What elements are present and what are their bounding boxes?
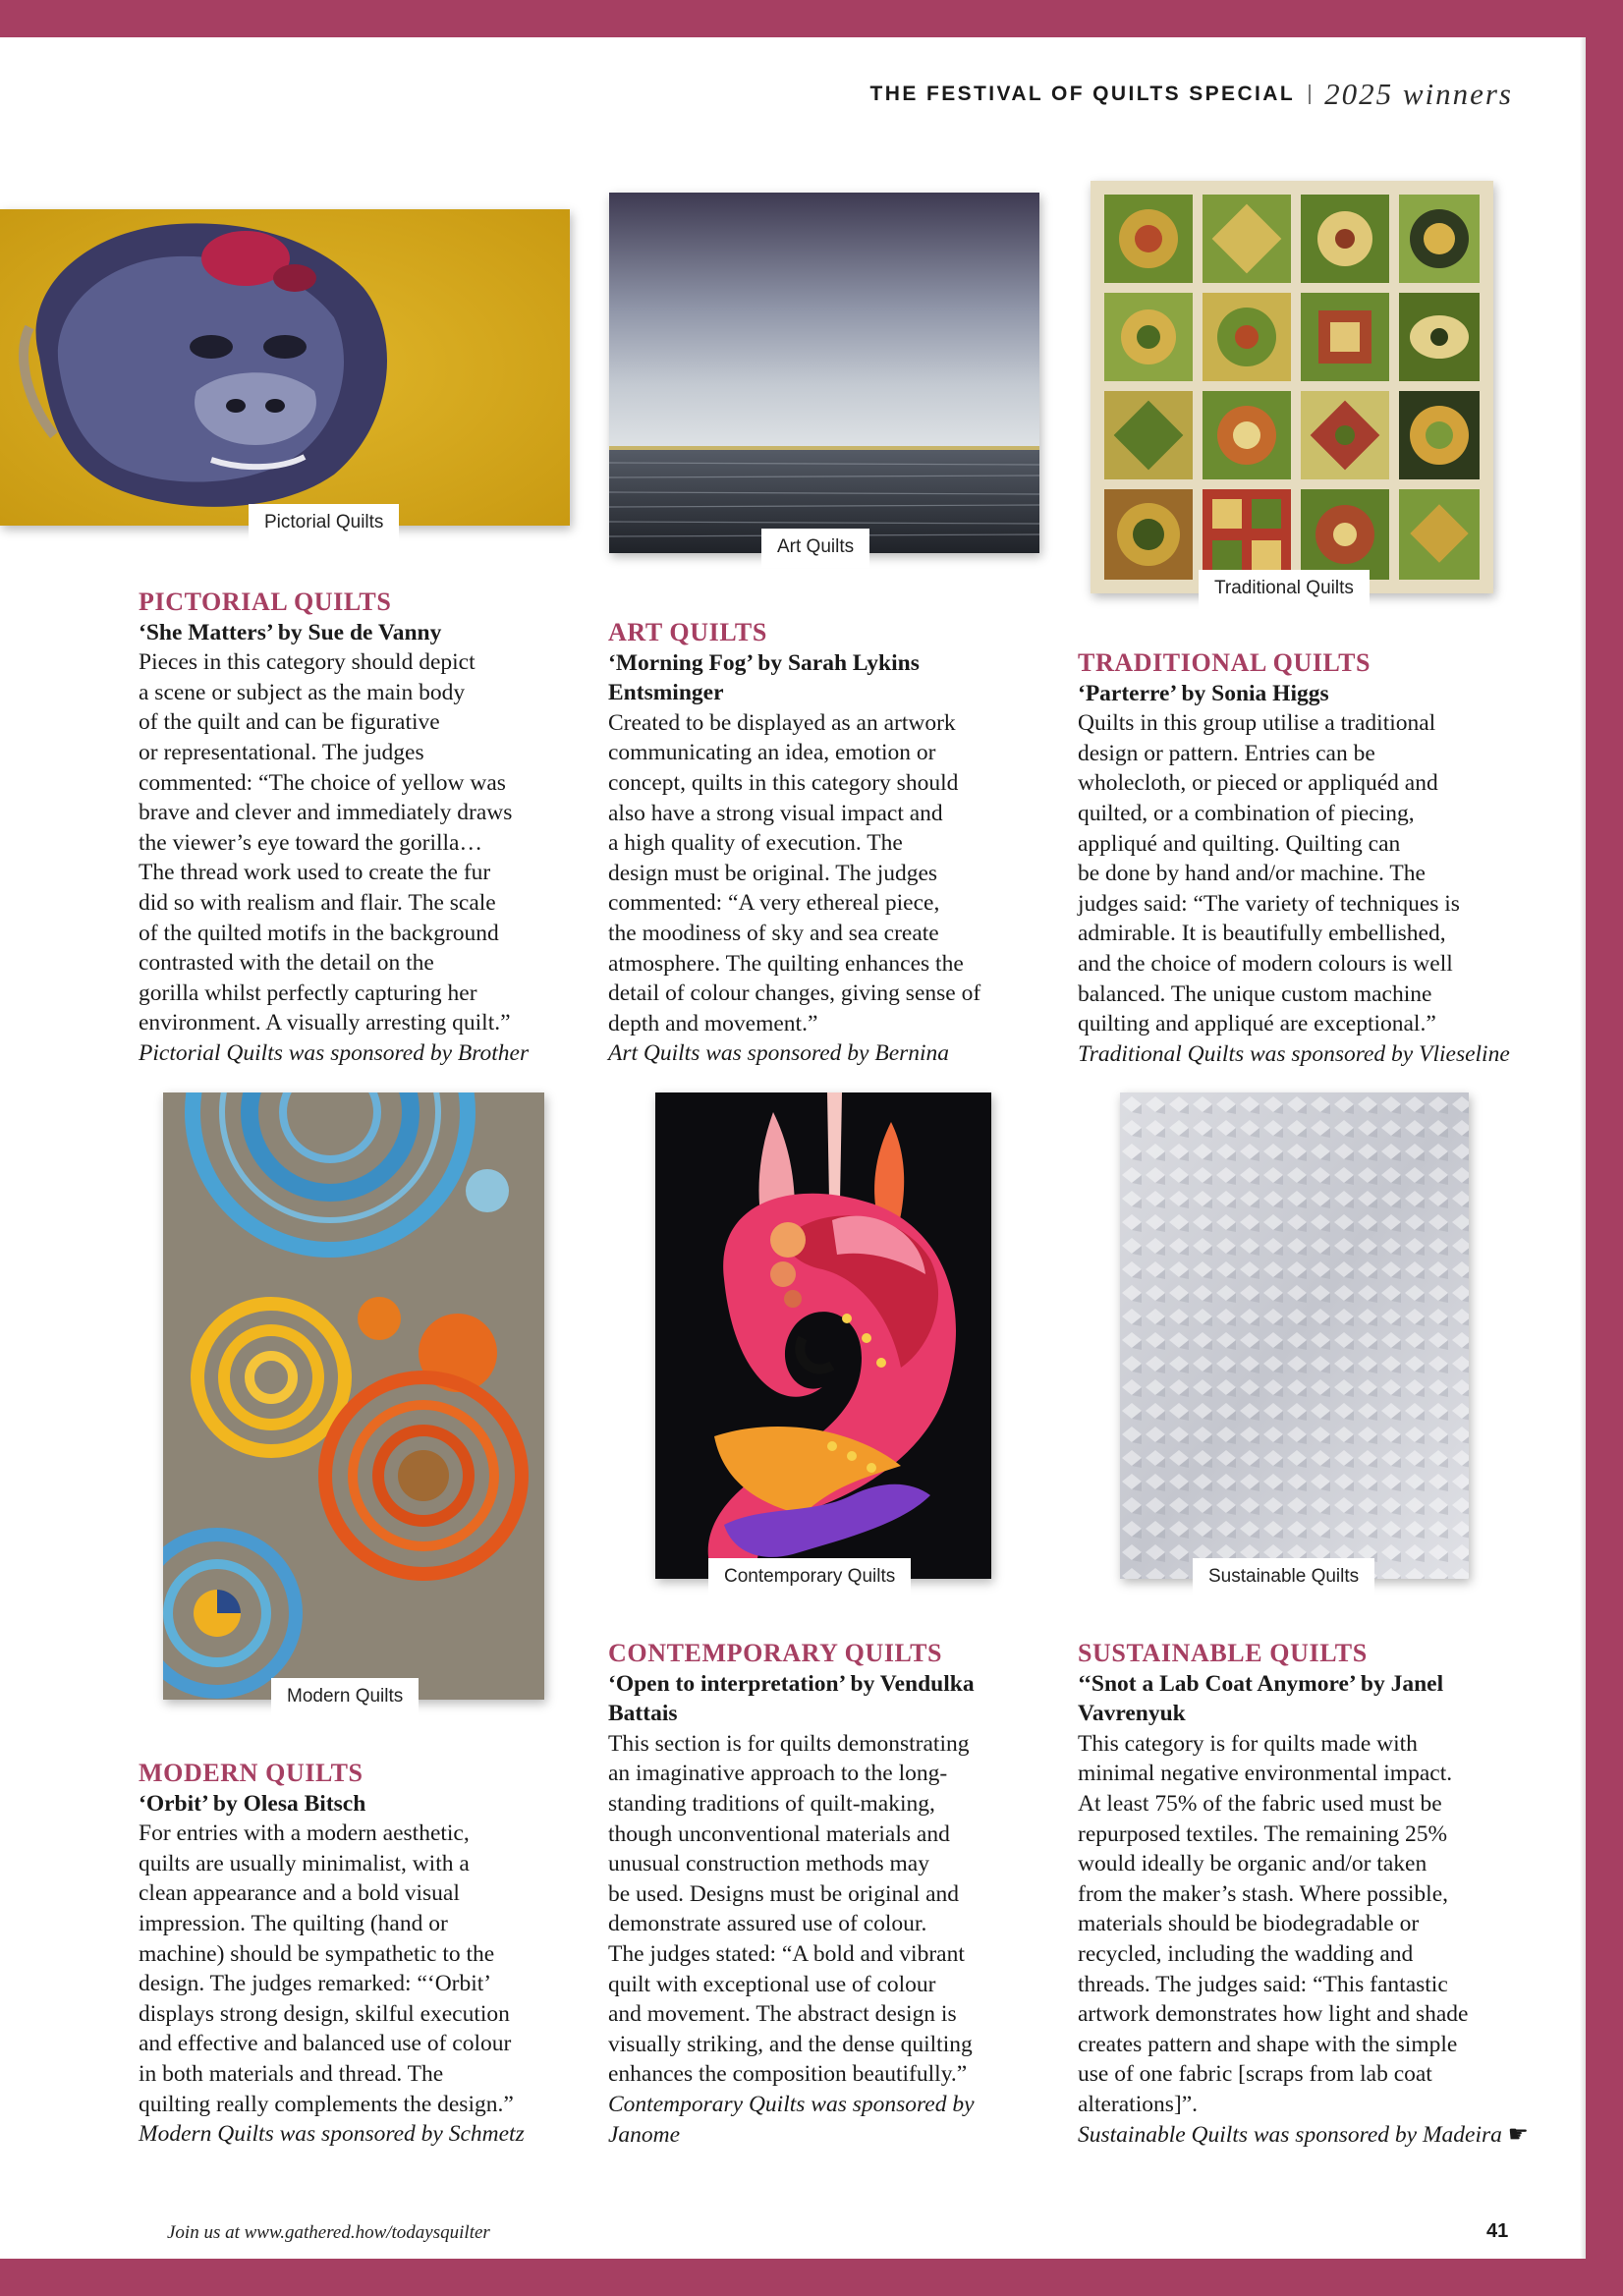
quilt-title: [139, 618, 590, 648]
body-line: of the quilt and can be figurative: [139, 709, 440, 736]
body-line: appliqué and quilting. Quilting can: [1078, 830, 1401, 857]
article-pictorial: [139, 588, 590, 1069]
body-line: artwork demonstrates how light and shade: [1078, 2001, 1469, 2028]
body-line: For entries with a modern aesthetic,: [139, 1820, 470, 1847]
body-line: Quilts in this group utilise a traditional: [1078, 710, 1436, 737]
body-line: quilts are usually minimalist, with a: [139, 1850, 470, 1876]
body-line: machine) should be sympathetic to the: [139, 1940, 495, 1967]
quilt-title: [608, 648, 1060, 708]
body-line: and movement. The abstract design is: [608, 2001, 957, 2028]
body-line: commented: “The choice of yellow was: [139, 769, 506, 796]
body-line: environment. A visually arresting quilt.”: [139, 1010, 511, 1036]
photo-sustainable-quilt: [1120, 1092, 1469, 1579]
quilt-title: [139, 1789, 590, 1820]
body-line: a scene or subject as the main body: [139, 679, 466, 705]
body-line: the moodiness of sky and sea create: [608, 920, 939, 946]
page-frame-right: [1586, 0, 1623, 2296]
body-line: of the quilted motifs in the background: [139, 920, 499, 946]
body-line: recycled, including the wadding and: [1078, 1940, 1414, 1967]
body-line: demonstrate assured use of colour.: [608, 1911, 927, 1937]
title-line: ‘‘Snot a Lab Coat Anymore’ by Janel: [1078, 1670, 1444, 1697]
title-line: ‘She Matters’ by Sue de Vanny: [139, 619, 442, 645]
sponsor-line: Traditional Quilts was sponsored by Vlieseline: [1078, 1040, 1510, 1067]
article-body: [608, 708, 1060, 1039]
body-line: This section is for quilts demonstrating: [608, 1730, 970, 1757]
category-heading: CONTEMPORARY QUILTS: [608, 1639, 943, 1667]
page-edge-shadow: [1580, 37, 1586, 2259]
body-line: minimal negative environmental impact.: [1078, 1761, 1453, 1787]
sponsor-line: Sustainable Quilts was sponsored by Madeira: [1078, 2121, 1502, 2148]
sponsor-credit: [608, 1038, 1060, 1069]
body-line: in both materials and thread. The: [139, 2060, 444, 2087]
body-line: communicating an idea, emotion or: [608, 740, 936, 766]
photo-art-quilt: [609, 193, 1039, 553]
body-line: The thread work used to create the fur: [139, 860, 491, 886]
body-line: atmosphere. The quilting enhances the: [608, 950, 964, 977]
body-line: detail of colour changes, giving sense of: [608, 980, 981, 1007]
sponsor-line: Contemporary Quilts was sponsored by: [608, 2091, 975, 2117]
category-heading: TRADITIONAL QUILTS: [1078, 648, 1371, 677]
body-line: depth and movement.”: [608, 1010, 818, 1036]
body-line: brave and clever and immediately draws: [139, 800, 513, 826]
body-line: gorilla whilst perfectly capturing her: [139, 980, 477, 1006]
body-line: an imaginative approach to the long-: [608, 1761, 948, 1787]
body-line: wholecloth, or pieced or appliquéd and: [1078, 770, 1438, 797]
category-heading: SUSTAINABLE QUILTS: [1078, 1639, 1368, 1667]
body-line: also have a strong visual impact and: [608, 800, 943, 826]
body-line: Created to be displayed as an artwork: [608, 709, 956, 736]
pointing-hand-icon: ☛: [1507, 2121, 1529, 2148]
body-line: Pieces in this category should depict: [139, 649, 476, 676]
article-body: [139, 647, 590, 1038]
body-line: commented: “A very ethereal piece,: [608, 890, 940, 917]
sponsor-credit: [139, 2119, 590, 2150]
category-heading: ART QUILTS: [608, 618, 767, 646]
body-line: visually striking, and the dense quilting: [608, 2031, 973, 2057]
body-line: The judges stated: “A bold and vibrant: [608, 1940, 965, 1967]
body-line: use of one fabric [scraps from lab coat: [1078, 2061, 1432, 2088]
body-line: though unconventional materials and: [608, 1820, 950, 1847]
body-line: and effective and balanced use of colour: [139, 2031, 512, 2057]
sponsor-credit: [1078, 2120, 1549, 2151]
header-divider: [1309, 84, 1311, 104]
caption-contemporary: Contemporary Quilts: [708, 1558, 911, 1597]
title-line: Vavrenyuk: [1078, 1701, 1186, 1727]
body-line: repurposed textiles. The remaining 25%: [1078, 1820, 1448, 1847]
body-line: materials should be biodegradable or: [1078, 1911, 1420, 1937]
caption-art: Art Quilts: [761, 529, 869, 568]
body-line: displays strong design, skilful execution: [139, 2000, 510, 2027]
body-line: design. The judges remarked: “‘Orbit’: [139, 1971, 492, 1997]
body-line: quilt with exceptional use of colour: [608, 1971, 936, 1997]
body-line: quilting really complements the design.”: [139, 2091, 514, 2117]
running-header: [870, 77, 1513, 112]
article-body: [1078, 708, 1539, 1039]
header-issue: 2025 winners: [1324, 77, 1513, 111]
quilt-title: [608, 1669, 1070, 1729]
caption-traditional: Traditional Quilts: [1199, 570, 1370, 609]
article-modern: [139, 1759, 590, 2150]
sponsor-line: Pictorial Quilts was sponsored by Brother: [139, 1039, 530, 1066]
sponsor-credit: [1078, 1039, 1539, 1070]
caption-modern: Modern Quilts: [271, 1678, 419, 1717]
body-line: threads. The judges said: “This fantastic: [1078, 1971, 1448, 1997]
body-line: design or pattern. Entries can be: [1078, 740, 1375, 766]
body-line: balanced. The unique custom machine: [1078, 980, 1432, 1007]
body-line: quilting and appliqué are exceptional.”: [1078, 1011, 1436, 1037]
quilt-title: [1078, 1669, 1549, 1729]
page-frame-top: [0, 0, 1623, 37]
article-traditional: [1078, 648, 1539, 1069]
title-line: ‘Orbit’ by Olesa Bitsch: [139, 1790, 366, 1817]
article-body: [608, 1729, 1070, 2090]
body-line: quilted, or a combination of piecing,: [1078, 800, 1415, 826]
photo-pictorial-quilt: [0, 209, 570, 526]
body-line: clean appearance and a bold visual: [139, 1880, 460, 1907]
body-line: creates pattern and shape with the simple: [1078, 2031, 1458, 2057]
header-section: THE FESTIVAL OF QUILTS SPECIAL: [869, 83, 1296, 105]
page-frame-bottom: [0, 2259, 1623, 2296]
sponsor-line: Modern Quilts was sponsored by Schmetz: [139, 2121, 525, 2148]
article-contemporary: [608, 1639, 1070, 2150]
body-line: contrasted with the detail on the: [139, 950, 434, 977]
body-line: be used. Designs must be original and: [608, 1880, 960, 1907]
body-line: impression. The quilting (hand or: [139, 1910, 448, 1936]
body-line: judges said: “The variety of techniques is: [1078, 890, 1460, 917]
sponsor-credit: [139, 1038, 590, 1069]
sponsor-line: Art Quilts was sponsored by Bernina: [608, 1040, 950, 1067]
body-line: concept, quilts in this category should: [608, 769, 959, 796]
body-line: This category is for quilts made with: [1078, 1730, 1418, 1757]
footer-website-link[interactable]: Join us at www.gathered.how/todaysquilter: [167, 2222, 490, 2243]
body-line: At least 75% of the fabric used must be: [1078, 1790, 1442, 1817]
category-heading: MODERN QUILTS: [139, 1759, 364, 1787]
body-line: and the choice of modern colours is well: [1078, 950, 1453, 977]
title-line: ‘Morning Fog’ by Sarah Lykins: [608, 649, 920, 676]
body-line: from the maker’s stash. Where possible,: [1078, 1880, 1448, 1907]
body-line: would ideally be organic and/or taken: [1078, 1851, 1427, 1877]
sponsor-credit: [608, 2090, 1070, 2150]
article-body: [1078, 1729, 1549, 2120]
body-line: did so with realism and flair. The scale: [139, 889, 496, 916]
title-line: ‘Open to interpretation’ by Vendulka: [608, 1670, 975, 1697]
body-line: a high quality of execution. The: [608, 830, 903, 857]
title-line: Battais: [608, 1701, 678, 1727]
article-sustainable: [1078, 1639, 1549, 2150]
title-line: ‘Parterre’ by Sonia Higgs: [1078, 680, 1329, 706]
body-line: design must be original. The judges: [608, 860, 938, 886]
article-body: [139, 1819, 590, 2119]
photo-modern-quilt: [163, 1092, 544, 1700]
body-line: be done by hand and/or machine. The: [1078, 861, 1426, 887]
sponsor-line: Janome: [608, 2121, 681, 2148]
category-heading: PICTORIAL QUILTS: [139, 588, 392, 616]
photo-traditional-quilt: [1091, 181, 1493, 593]
caption-sustainable: Sustainable Quilts: [1193, 1558, 1374, 1597]
article-art: [608, 618, 1060, 1069]
body-line: enhances the composition beautifully.”: [608, 2061, 968, 2088]
title-line: Entsminger: [608, 680, 724, 706]
body-line: or representational. The judges: [139, 739, 424, 765]
page-number: 41: [1486, 2220, 1509, 2242]
body-line: alterations]”.: [1078, 2091, 1199, 2117]
body-line: the viewer’s eye toward the gorilla…: [139, 829, 482, 856]
caption-pictorial: Pictorial Quilts: [249, 504, 399, 543]
quilt-title: [1078, 679, 1539, 709]
body-line: standing traditions of quilt-making,: [608, 1790, 935, 1817]
photo-contemporary-quilt: [655, 1092, 991, 1579]
body-line: unusual construction methods may: [608, 1851, 929, 1877]
body-line: admirable. It is beautifully embellished,: [1078, 921, 1446, 947]
